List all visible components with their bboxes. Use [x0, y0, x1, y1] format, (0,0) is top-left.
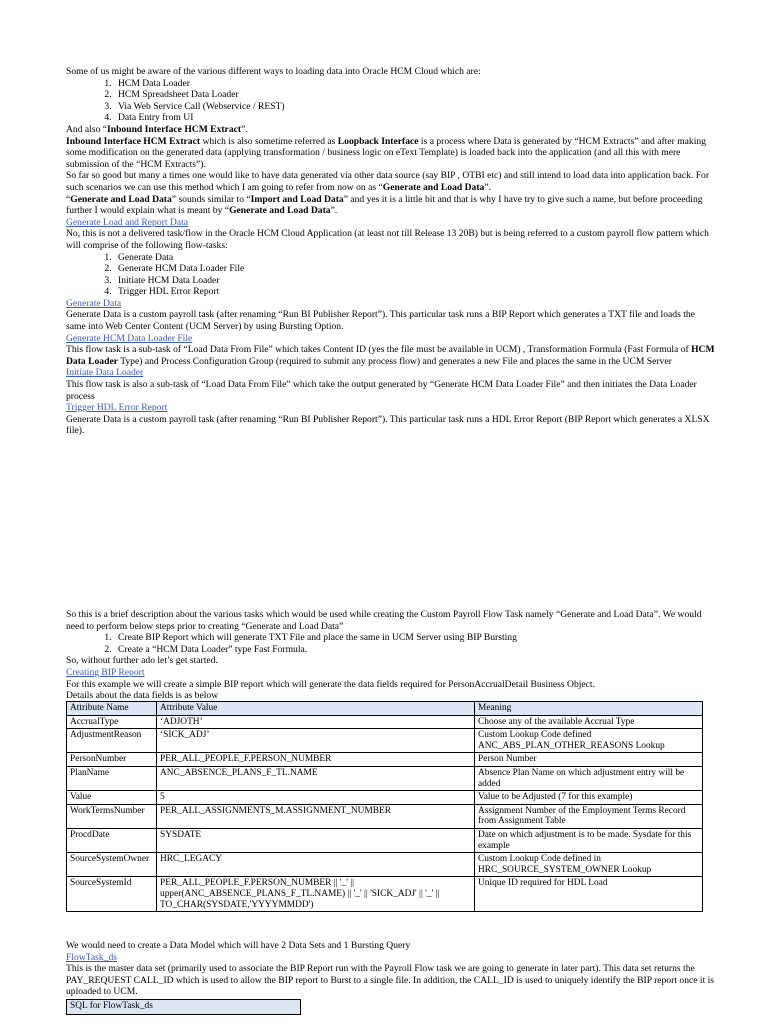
section-steps	[66, 609, 716, 702]
trigger-hdl-error-link[interactable]: Trigger HDL Error Report	[66, 402, 168, 414]
text-run: And also “	[66, 123, 108, 135]
cell-meaning: Date on which adjustment is to be made. Sysdate for this example	[475, 828, 703, 852]
text-run: which is also sometime referred as	[200, 135, 338, 147]
intro-line: Some of us might be aware of the various different ways to loading data into Oracle HCM Cloud which are:	[66, 66, 481, 77]
table-row	[67, 753, 703, 767]
steps-list	[66, 632, 716, 655]
cell-meaning: Custom Lookup Code defined ANC_ABS_PLAN_OTHER_REASONS Lookup	[475, 729, 703, 753]
table-row	[67, 853, 703, 877]
bold-run: Inbound Interface HCM Extract	[107, 123, 242, 135]
cell-attribute-name: SourceSystemId	[67, 877, 157, 912]
data-model-line: We would need to create a Data Model which will have 2 Data Sets and 1 Bursting Query	[66, 940, 411, 951]
text-run: ” sounds similar to “	[171, 193, 251, 205]
table-row	[67, 877, 703, 912]
text-run: This flow task is a sub-task of “Load Data From File” which takes Content ID (yes the file must be available in UCM) , Transformation Formula (Fast Formula of	[66, 344, 692, 356]
cell-attribute-value: PER_ALL_PEOPLE_F.PERSON_NUMBER || '_' || upper(ANC_ABSENCE_PLANS_F_TL.NAME) || '_' || 'SICK_ADJ' || '_' || TO_CHAR(SYSDATE,'YYYYMMDD')	[157, 877, 475, 912]
bold-run: Inbound Interface HCM Extract	[66, 135, 201, 147]
text-run: “	[66, 193, 71, 205]
bold-run: Generate and Load Data	[229, 205, 331, 217]
table-row	[67, 715, 703, 729]
bold-run: Import and Load Data	[250, 193, 344, 205]
cell-attribute-value: ‘SICK_ADJ’	[157, 729, 475, 753]
text-run: ”.	[484, 181, 491, 193]
cell-attribute-name: WorkTermsNumber	[67, 804, 157, 828]
generate-hdl-file-link[interactable]: Generate HCM Data Loader File	[66, 332, 193, 344]
cell-attribute-name: Value	[67, 791, 157, 805]
list-item: 3. Initiate HCM Data Loader	[114, 275, 716, 287]
creating-bip-report-link[interactable]: Creating BIP Report	[66, 666, 145, 678]
flowtask-ds-paragraph: This is the master data set (primarily used to associate the BIP Report run with the Payroll Flow task we are going to generate in later part). This data set returns the PAY_REQUEST CALL_ID which is used to allow the BIP report to Burst to a single file. In addition, the CALL_ID is used to uniquely identify the BIP report once it is uploaded to UCM.	[66, 963, 715, 998]
cell-attribute-value: PER_ALL_ASSIGNMENTS_M.ASSIGNMENT_NUMBER	[157, 804, 475, 828]
bold-run: Generate and Load Data	[382, 181, 485, 193]
bold-run: Loopback Interface	[337, 135, 419, 147]
header-attribute-value: Attribute Value	[157, 702, 475, 716]
list-item: 2. Generate HCM Data Loader File	[114, 263, 716, 275]
list-item: 2. Create a “HCM Data Loader” type Fast Formula.	[114, 644, 716, 656]
cell-meaning: Unique ID required for HDL Load	[475, 877, 703, 912]
table-header-row	[67, 702, 703, 716]
table-row	[67, 828, 703, 852]
text-run: ” and yes it is a little bit and that is why I have try to give such a name, but before proceeding further I would explain what is meant by “	[66, 193, 703, 217]
trigger-hdl-paragraph: Generate Data is a custom payroll task (after renaming “Run BI Publisher Report”). This particular task runs a HDL Error Report (BIP Report which generates a XLSX file).	[66, 413, 710, 437]
flow-paragraph: No, this is not a delivered task/flow in the Oracle HCM Cloud Application (at least not till Release 13 20B) but is being referred to a custom payroll flow pattern which will comprise of the following flow-tasks:	[66, 228, 709, 251]
cell-attribute-value: SYSDATE	[157, 828, 475, 852]
list-item: 4. Data Entry from UI	[114, 112, 716, 124]
attribute-table	[66, 701, 703, 912]
cell-meaning: Assignment Number of the Employment Terms Record from Assignment Table	[475, 804, 703, 828]
generate-load-report-link[interactable]: Generate Load and Report Data	[66, 216, 188, 228]
list-item: 3. Via Web Service Call (Webservice / REST)	[114, 101, 716, 113]
cell-attribute-value: ‘ADJOTH’	[157, 715, 475, 729]
flow-tasks-list	[66, 252, 716, 298]
cell-meaning: Choose any of the available Accrual Type	[475, 715, 703, 729]
cell-attribute-name: PersonNumber	[67, 753, 157, 767]
loading-ways-list	[66, 78, 716, 124]
inbound-paragraph	[66, 136, 716, 171]
cell-attribute-name: AdjustmentReason	[67, 729, 157, 753]
naming-paragraph	[66, 194, 716, 217]
text-run: is a process where Data is generated by “HCM Extracts” and after making some modification on the generated data (applying transformation / business logic on eText Template) is loaded back into the application (and all this with mere submission of the “HCM Extracts”).	[66, 135, 706, 170]
table-row	[67, 791, 703, 805]
bold-run: Generate and Load Data	[70, 193, 172, 205]
sofar-paragraph	[66, 170, 716, 193]
cell-meaning: Custom Lookup Code defined in HRC_SOURCE_SYSTEM_OWNER Lookup	[475, 853, 703, 877]
text-run: ”.	[330, 205, 338, 217]
header-meaning: Meaning	[475, 702, 703, 716]
list-item: 1. Generate Data	[114, 252, 716, 264]
details-line: Details about the data fields is as below	[66, 690, 219, 702]
initiate-data-loader-link[interactable]: Initiate Data Loader	[66, 367, 144, 379]
flowtask-ds-link[interactable]: FlowTask_ds	[66, 951, 118, 963]
list-item: 4. Trigger HDL Error Report	[114, 286, 716, 298]
list-item: 1. Create BIP Report which will generate TXT File and place the same in UCM Server using BIP Bursting	[114, 632, 716, 644]
table-row	[67, 729, 703, 753]
cell-meaning: Absence Plan Name on which adjustment entry will be added	[475, 766, 703, 790]
text-run: So far so good but many a times one would like to have data generated via other data source (say BIP , OTBI etc) and still intend to load data into application back. For such scenarios we can use this method which I am going to refer from now on as “	[66, 170, 710, 193]
list-item: 1. HCM Data Loader	[114, 78, 716, 90]
section-data-model	[66, 940, 716, 998]
get-started-line: So, without further ado let’s get started.	[66, 655, 218, 667]
sql-label-box: SQL for FlowTask_ds	[66, 999, 301, 1015]
initiate-hdl-paragraph: This flow task is also a sub-task of “Load Data From File” which take the output generated by “Generate HCM Data Loader File” and then initiates the Data Loader process	[66, 379, 697, 402]
bip-example-line: For this example we will create a simple BIP report which will generate the data fields required for PersonAccrualDetail Business Object.	[66, 678, 596, 690]
bold-run: HCM Data Loader	[66, 344, 715, 367]
cell-attribute-value: HRC_LEGACY	[157, 853, 475, 877]
list-item: 2. HCM Spreadsheet Data Loader	[114, 89, 716, 101]
section-intro	[66, 66, 716, 437]
also-line	[66, 124, 716, 136]
generate-hdl-paragraph	[66, 344, 716, 367]
text-run: ”.	[241, 123, 248, 135]
table-row	[67, 804, 703, 828]
cell-attribute-name: AccrualType	[67, 715, 157, 729]
steps-intro: So this is a brief description about the various tasks which would be used while creating the Custom Payroll Flow Task namely “Generate and Load Data”. We would need to perform below steps prior to creating “Generate and Load Data”	[66, 609, 702, 632]
generate-data-link[interactable]: Generate Data	[66, 297, 122, 309]
cell-attribute-name: SourceSystemOwner	[67, 853, 157, 877]
cell-attribute-name: PlanName	[67, 766, 157, 790]
cell-attribute-value: PER_ALL_PEOPLE_F.PERSON_NUMBER	[157, 753, 475, 767]
generate-data-paragraph: Generate Data is a custom payroll task (after renaming “Run BI Publisher Report”). This particular task runs a BIP Report which generates a TXT file and loads the same into Web Center Content (UCM Server) by using Bursting Option.	[66, 309, 695, 333]
cell-meaning: Person Number	[475, 753, 703, 767]
table-row	[67, 766, 703, 790]
cell-attribute-name: ProcdDate	[67, 828, 157, 852]
cell-meaning: Value to be Adjusted (7 for this example)	[475, 791, 703, 805]
text-run: Type) and Process Configuration Group (required to submit any process flow) and generates a new File and places the same in the UCM Server	[117, 355, 672, 367]
cell-attribute-value: 5	[157, 791, 475, 805]
header-attribute-name: Attribute Name	[67, 702, 157, 716]
cell-attribute-value: ANC_ABSENCE_PLANS_F_TL.NAME	[157, 766, 475, 790]
